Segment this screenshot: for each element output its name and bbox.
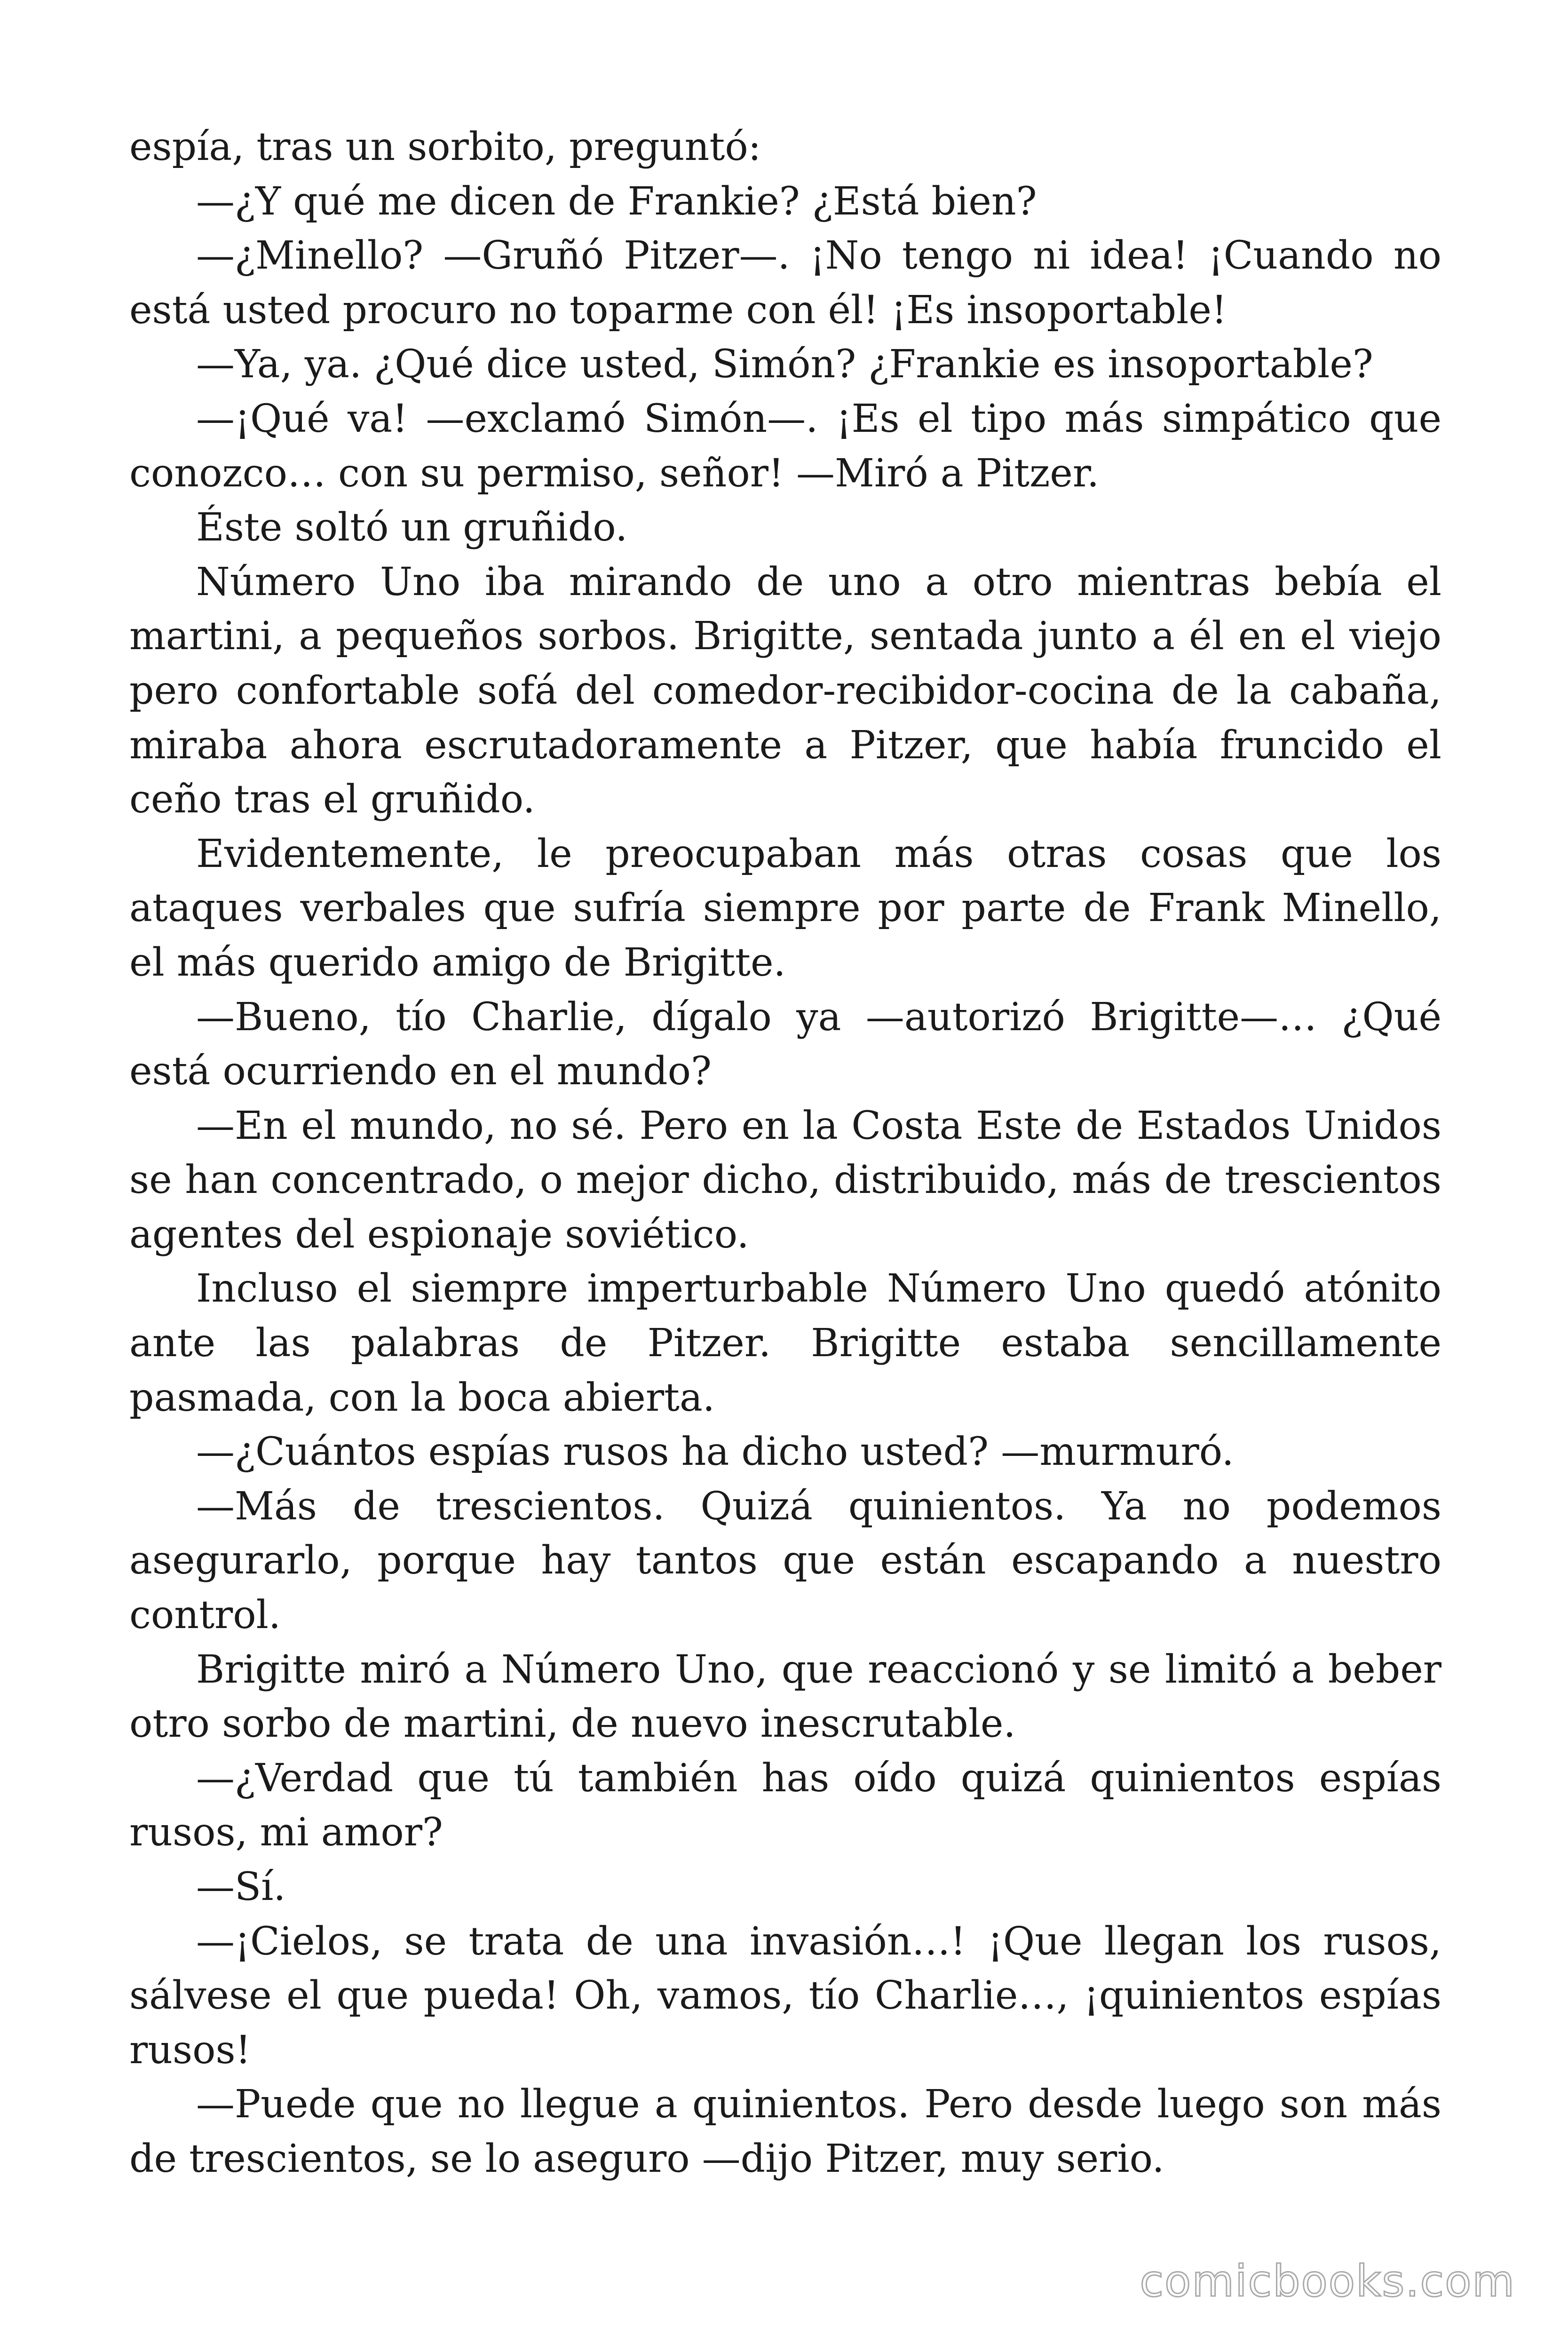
paragraph-7: Número Uno iba mirando de uno a otro mientras bebía el martini, a pequeños sorbos. Brigitte, sentada junto a él en el viejo pero confortable sofá del comedor-recibidor-cocina de la cabaña, miraba ahora escrutadoramente a Pitzer, que había fruncido el ceño tras el gruñido.: [129, 559, 1441, 822]
paragraph-15: —¿Verdad que tú también has oído quizá quinientos espías rusos, mi amor?: [129, 1756, 1441, 1855]
body-text: [129, 120, 1441, 2186]
paragraph-1: espía, tras un sorbito, preguntó:: [129, 125, 761, 169]
watermark: comicbooks.com: [1140, 2256, 1515, 2306]
paragraph-4: —Ya, ya. ¿Qué dice usted, Simón? ¿Frankie es insoportable?: [196, 342, 1373, 387]
paragraph-8: Evidentemente, le preocupaban más otras cosas que los ataques verbales que sufría siempre por parte de Frank Minello, el más querido amigo de Brigitte.: [129, 831, 1441, 985]
paragraph-17: —¡Cielos, se trata de una invasión…! ¡Que llegan los rusos, sálvese el que pueda! Oh, vamos, tío Charlie…, ¡quinientos espías rusos!: [129, 1919, 1441, 2073]
paragraph-9: —Bueno, tío Charlie, dígalo ya —autorizó Brigitte—… ¿Qué está ocurriendo en el mundo?: [129, 994, 1441, 1094]
paragraph-12: —¿Cuántos espías rusos ha dicho usted? —murmuró.: [196, 1430, 1234, 1475]
paragraph-2: —¿Y qué me dicen de Frankie? ¿Está bien?: [196, 179, 1037, 224]
paragraph-11: Incluso el siempre imperturbable Número Uno quedó atónito ante las palabras de Pitzer. Brigitte estaba sencillamente pasmada, con la boca abierta.: [129, 1266, 1441, 1420]
paragraph-10: —En el mundo, no sé. Pero en la Costa Este de Estados Unidos se han concentrado, o mejor dicho, distribuido, más de trescientos agentes del espionaje soviético.: [129, 1103, 1441, 1257]
paragraph-14: Brigitte miró a Número Uno, que reaccionó y se limitó a beber otro sorbo de martini, de nuevo inescrutable.: [129, 1647, 1441, 1747]
paragraph-5: —¡Qué va! —exclamó Simón—. ¡Es el tipo más simpático que conozco… con su permiso, señor! —Miró a Pitzer.: [129, 396, 1441, 496]
paragraph-18: —Puede que no llegue a quinientos. Pero desde luego son más de trescientos, se lo aseguro —dijo Pitzer, muy serio.: [129, 2082, 1441, 2181]
paragraph-6: Éste soltó un gruñido.: [196, 505, 628, 550]
paragraph-13: —Más de trescientos. Quizá quinientos. Ya no podemos asegurarlo, porque hay tantos que están escapando a nuestro control.: [129, 1484, 1441, 1638]
paragraph-3: —¿Minello? —Gruñó Pitzer—. ¡No tengo ni idea! ¡Cuando no está usted procuro no toparme con él! ¡Es insoportable!: [129, 233, 1441, 333]
paragraph-16: —Sí.: [196, 1865, 286, 1909]
